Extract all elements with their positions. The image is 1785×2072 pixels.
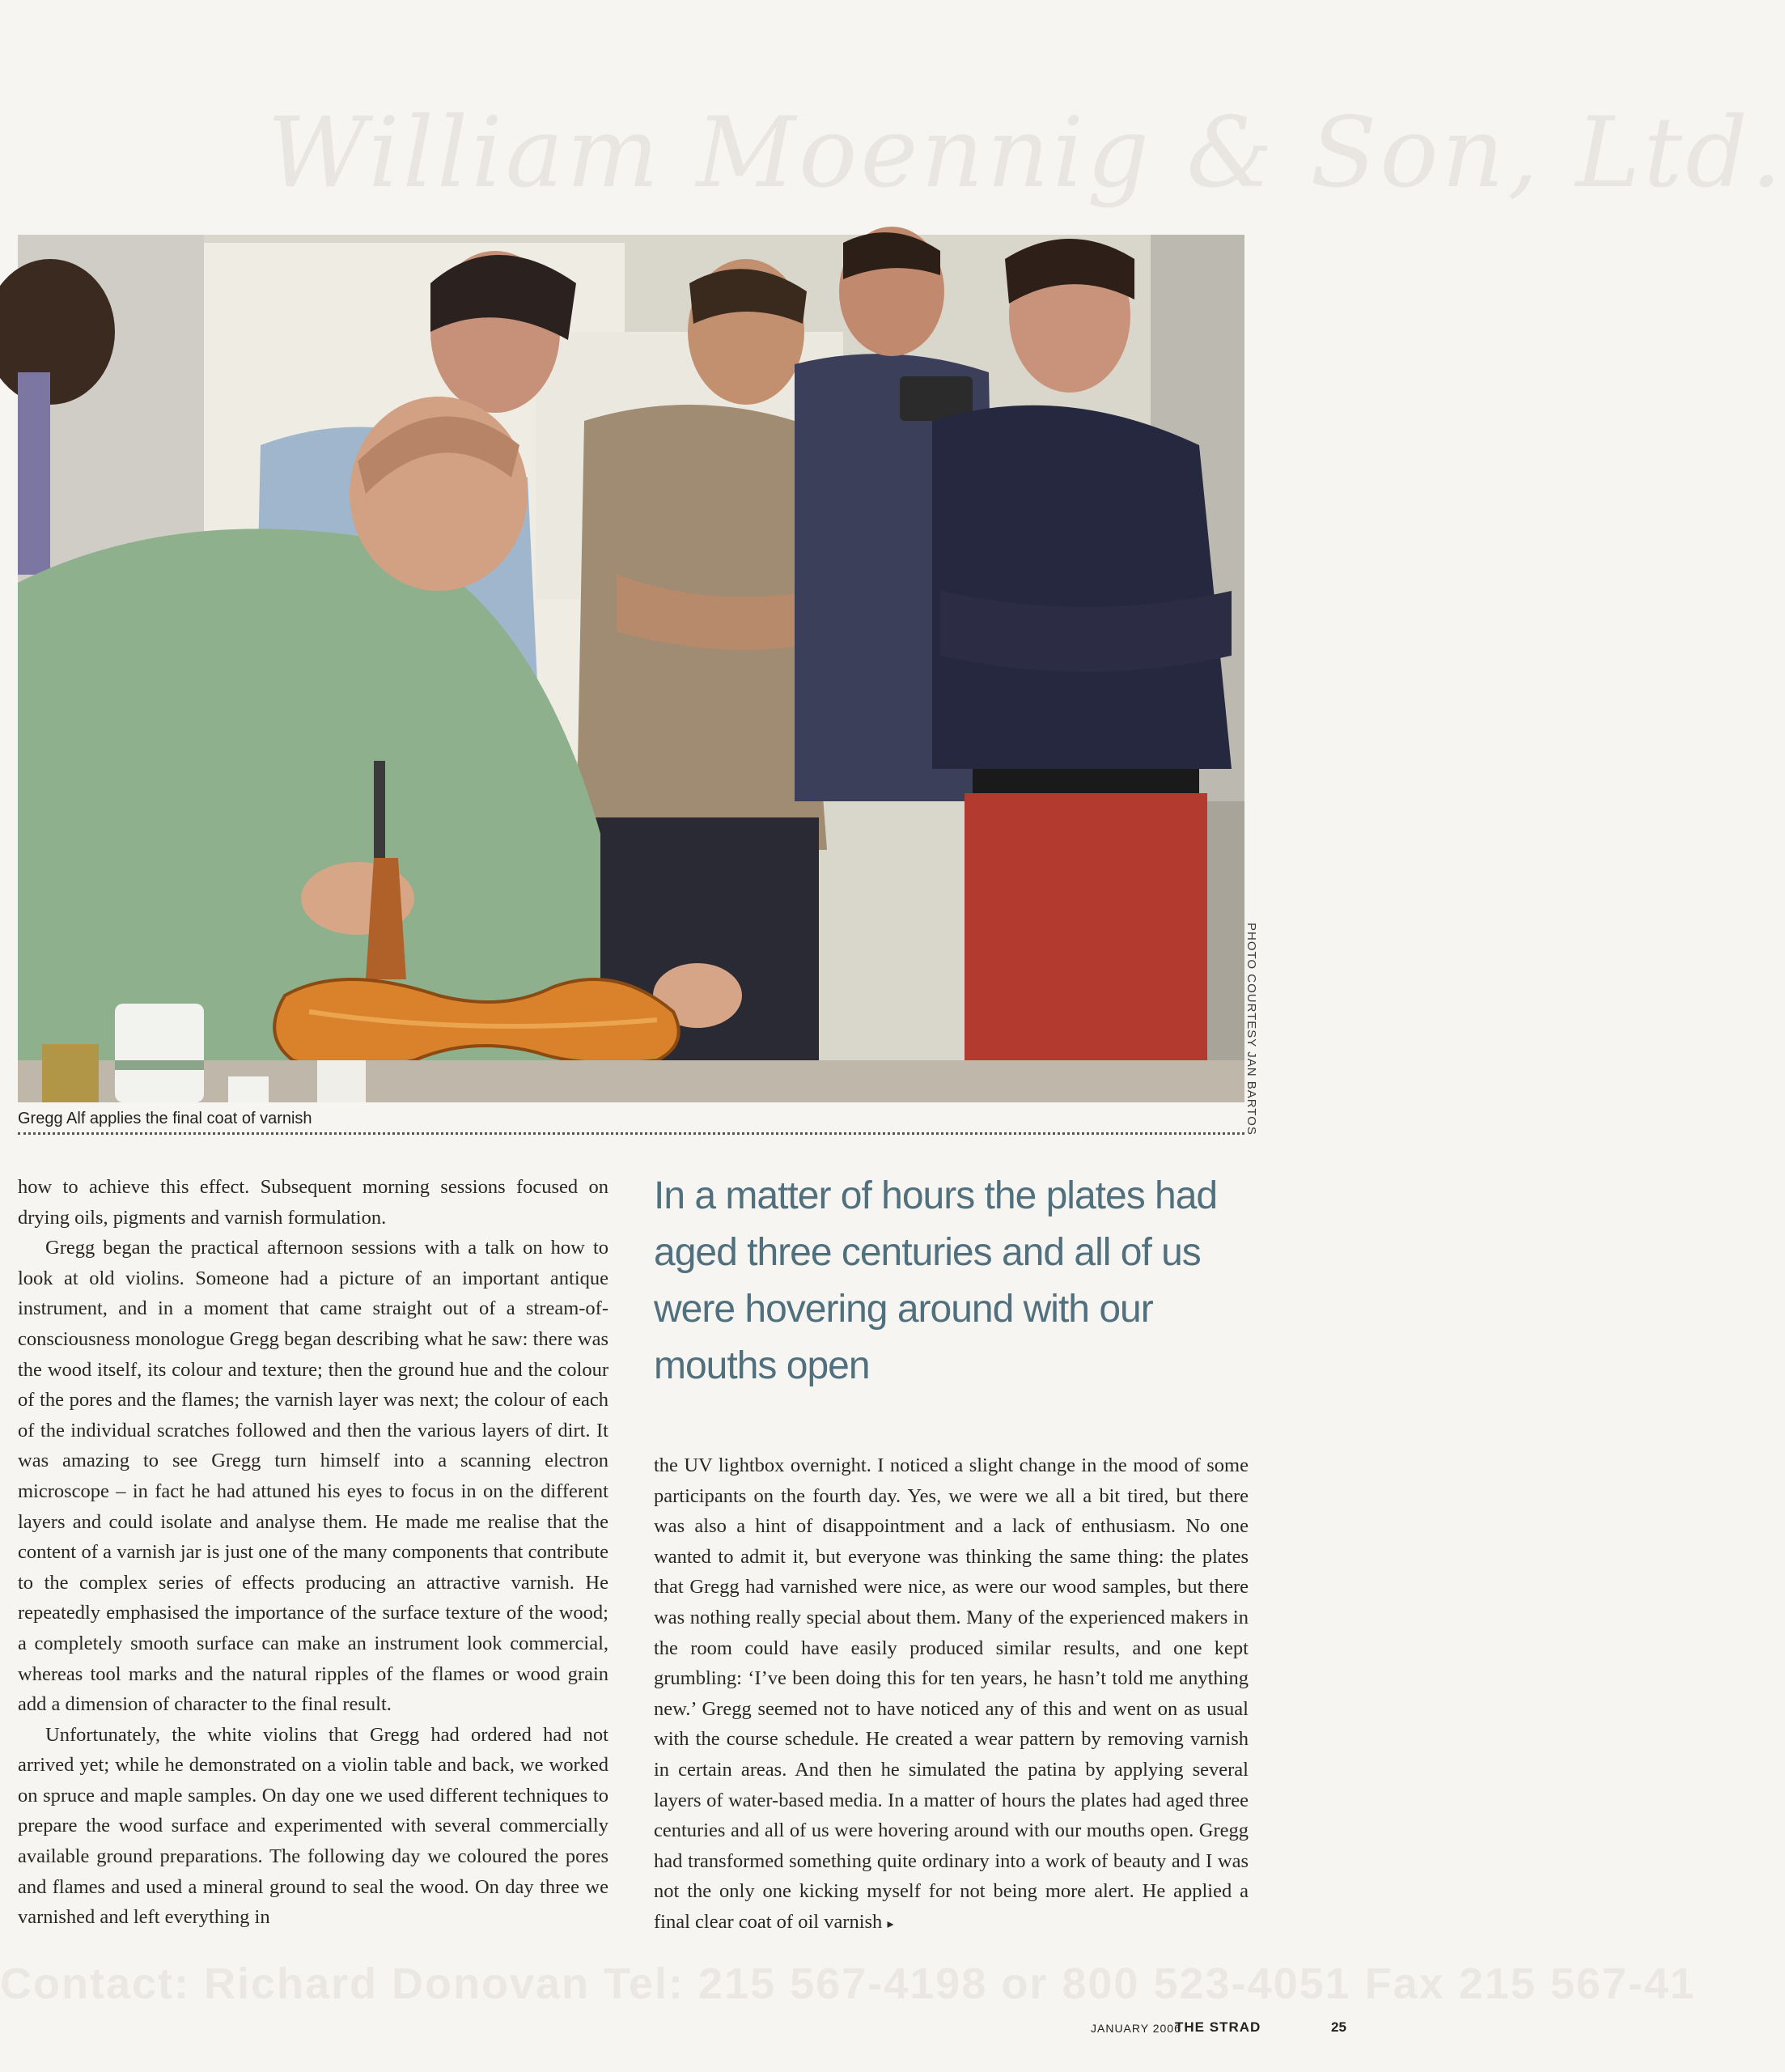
bleed-through-heading: William Moennig & Son, Ltd. (267, 97, 1785, 210)
pull-quote: In a matter of hours the plates had aged three centuries and all of us were hovering around with our mouths open (654, 1174, 1218, 1387)
issue-date: JANUARY 2006 (1091, 2022, 1181, 2035)
workshop-photo (18, 235, 1244, 1102)
article-paragraph: Unfortunately, the white violins that Gregg had ordered had not arrived yet; while he demonstrated on a violin table and back, we worked on spruce and maple samples. On day one we used different techniques to prepare the wood surface and experimented with several commercially available ground preparations. The following day we coloured the pores and flames and used a mineral ground to seal the wood. On day three we varnished and left everything in (18, 1723, 608, 1929)
page-footer (1052, 2019, 1351, 2043)
photo-credit: PHOTO COURTESY JAN BARTOS (1244, 923, 1258, 1136)
page-number: 25 (1331, 2019, 1346, 2035)
bleed-through-footer: Contact: Richard Donovan Tel: 215 567-4198 or 800 523-4051 Fax 215 567-41 (0, 1959, 1696, 2008)
continue-arrow-icon: ▸ (887, 1917, 894, 1931)
caption-divider (18, 1132, 1244, 1135)
article-column-left (18, 1172, 608, 1933)
article-paragraph: how to achieve this effect. Subsequent morning sessions focused on drying oils, pigments and varnish formulation. (18, 1176, 608, 1229)
article-paragraph-text: the UV lightbox overnight. I noticed a slight change in the mood of some participants on the fourth day. Yes, we were we all a bit tired, but there was also a hint of disappointment and a lack of enthusiasm. No one wanted to admit it, but everyone was thinking the same thing: the plates that Gregg had varnished were nice, as were our wood samples, but there was nothing really special about them. Many of the experienced makers in the room could have easily produced similar results, and one kept grumbling: ‘I’ve been doing this for ten years, he hasn’t told me anything new.’ Gregg seemed not to have noticed any of this and went on as usual with the course schedule. He created a wear pattern by removing varnish in certain areas. And then he simulated the patina by applying several layers of water-based media. In a matter of hours the plates had aged three centuries and all of us were hovering around with our mouths open. Gregg had transformed something quite ordinary into a work of beauty and I was not the only one kicking myself for not being more alert. He applied a final clear coat of oil varnish (654, 1454, 1249, 1933)
article-paragraph: Gregg began the practical afternoon sessions with a talk on how to look at old violins. Someone had a picture of an important antique instrument, and in a moment that came straight out of a stream-of-consciousness monologue Gregg began describing what he saw: there was the wood itself, its colour and texture; then the ground hue and the colour of the pores and the flames; the varnish layer was next; the colour of each of the individual scratches followed and then the various layers of dirt. It was amazing to see Gregg turn himself into a scanning electron microscope – in fact he had attuned his eyes to focus in on the different layers and could isolate and analyse them. He made me realise that the content of a varnish jar is just one of the many components that contribute to the complex series of effects producing an attractive varnish. He repeatedly emphasised the importance of the surface texture of the wood; a completely smooth surface can make an instrument look commercial, whereas tool marks and the natural ripples of the flames or wood grain add a dimension of character to the final result. (18, 1237, 608, 1716)
magazine-name: THE STRAD (1175, 2019, 1261, 2035)
photo-caption: Gregg Alf applies the final coat of varnish (18, 1110, 312, 1127)
article-column-right (654, 1450, 1249, 1940)
article-paragraph (654, 1450, 1249, 1940)
